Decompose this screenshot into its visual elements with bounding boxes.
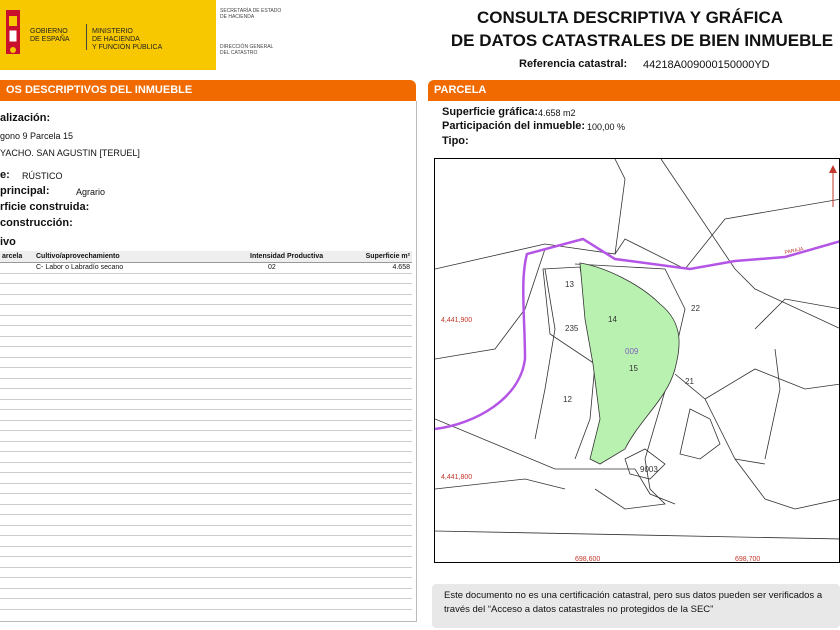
direccion-line-2: DEL CATASTRO	[220, 50, 258, 56]
parcel-label: 22	[691, 304, 700, 313]
ministry-line-3: Y FUNCIÓN PÚBLICA	[92, 44, 163, 51]
empty-table-row	[0, 315, 412, 326]
table-row	[0, 263, 412, 274]
table-cell: C- Labor o Labradío secano	[34, 263, 248, 274]
parcel-label: 009	[625, 347, 639, 356]
direccion-line-1: DIRECCIÓN GENERAL	[220, 44, 274, 50]
coord-y2: 4,441,800	[441, 474, 473, 481]
empty-table-row	[0, 515, 412, 526]
page-title-line-1: CONSULTA DESCRIPTIVA Y GRÁFICA	[476, 8, 784, 27]
clase-value: RÚSTICO	[22, 171, 63, 181]
ref-catastral-label: Referencia catastral:	[519, 58, 628, 70]
empty-table-row	[0, 599, 412, 610]
empty-table-row	[0, 336, 412, 347]
table-cell: 4.658	[342, 263, 412, 274]
empty-table-row	[0, 431, 412, 442]
empty-table-row	[0, 567, 412, 578]
parcel-label: 13	[565, 280, 574, 289]
superficie-construida-label: rficie construida:	[0, 201, 90, 213]
superficie-grafica-label: Superficie gráfica:	[442, 106, 538, 118]
coord-x2: 698,700	[735, 556, 761, 563]
empty-table-row	[0, 294, 412, 305]
parcel-label: 21	[685, 377, 694, 386]
logo-line-2: DE ESPAÑA	[30, 36, 70, 43]
cultivo-heading: ivo	[0, 236, 16, 248]
empty-table-row	[0, 368, 412, 379]
clase-label: e:	[0, 169, 10, 181]
col-intensidad: Intensidad Productiva	[248, 251, 342, 263]
parcel-label: 12	[563, 395, 572, 404]
empty-table-row	[0, 452, 412, 463]
secretaria-line-2: DE HACIENDA	[220, 14, 255, 20]
parcel-map-svg	[435, 159, 840, 563]
disclaimer-line-2: través del “Acceso a datos catastrales no protegidos de la SEC”	[444, 604, 714, 615]
empty-table-row	[0, 525, 412, 536]
road-label: PARAJA	[784, 246, 805, 256]
empty-table-row	[0, 347, 412, 358]
coord-x1: 698,600	[575, 556, 601, 563]
page-title-line-2: DE DATOS CATASTRALES DE BIEN INMUEBLE	[450, 31, 834, 50]
government-logo	[0, 0, 216, 70]
disclaimer-line-1: Este documento no es una certificación catastral, pero sus datos pueden ser verificados a	[444, 590, 823, 601]
localizacion-line-1: gono 9 Parcela 15	[0, 131, 74, 141]
secretaria-block	[220, 8, 305, 64]
empty-table-row	[0, 357, 412, 368]
ministry-line-1: MINISTERIO	[92, 28, 133, 35]
empty-table-row	[0, 389, 412, 400]
descriptive-section-header: OS DESCRIPTIVOS DEL INMUEBLE	[0, 80, 416, 101]
empty-table-row	[0, 441, 412, 452]
coat-of-arms-icon	[2, 6, 24, 58]
empty-table-row	[0, 284, 412, 295]
coord-y1: 4,441,900	[441, 317, 473, 324]
empty-table-row	[0, 462, 412, 473]
empty-table-row	[0, 536, 412, 547]
participacion-label: Participación del inmueble:	[442, 120, 586, 132]
empty-table-row	[0, 557, 412, 568]
ministry-line-2: DE HACIENDA	[92, 36, 140, 43]
uso-label: principal:	[0, 185, 50, 197]
parcel-label: 15	[629, 364, 638, 373]
parcel-label: 14	[608, 315, 617, 324]
empty-table-row	[0, 399, 412, 410]
empty-table-row	[0, 326, 412, 337]
col-parcela: arcela	[0, 251, 34, 263]
empty-table-row	[0, 410, 412, 421]
empty-table-row	[0, 494, 412, 505]
participacion-value: 100,00 %	[587, 122, 626, 132]
empty-table-row	[0, 504, 412, 515]
uso-value: Agrario	[76, 187, 106, 197]
cultivo-table	[0, 251, 412, 610]
empty-table-row	[0, 578, 412, 589]
ref-catastral-value: 44218A009000150000YD	[643, 59, 770, 71]
parcela-section-header: PARCELA	[428, 80, 840, 101]
col-cultivo: Cultivo/aprovechamiento	[34, 251, 248, 263]
parcel-label: 9003	[640, 465, 658, 474]
empty-table-row	[0, 546, 412, 557]
cadastral-map[interactable]	[434, 158, 840, 563]
parcel-label: 235	[565, 324, 579, 333]
empty-table-row	[0, 483, 412, 494]
empty-table-row	[0, 420, 412, 431]
empty-table-row	[0, 588, 412, 599]
empty-table-row	[0, 305, 412, 316]
empty-table-row	[0, 473, 412, 484]
logo-line-1: GOBIERNO	[30, 28, 68, 35]
table-cell: 02	[248, 263, 342, 274]
empty-table-row	[0, 378, 412, 389]
localizacion-line-2: YACHO. SAN AGUSTIN [TERUEL]	[0, 148, 140, 158]
ano-construccion-label: construcción:	[0, 217, 73, 229]
tipo-label: Tipo:	[442, 135, 469, 147]
localizacion-label: alización:	[0, 112, 51, 124]
superficie-grafica-value: 4.658 m2	[538, 108, 576, 118]
disclaimer-note	[432, 584, 840, 628]
secretaria-line-1: SECRETARÍA DE ESTADO	[220, 8, 282, 14]
col-superficie: Superficie m²	[342, 251, 412, 263]
empty-table-row	[0, 273, 412, 284]
table-cell	[0, 263, 34, 274]
